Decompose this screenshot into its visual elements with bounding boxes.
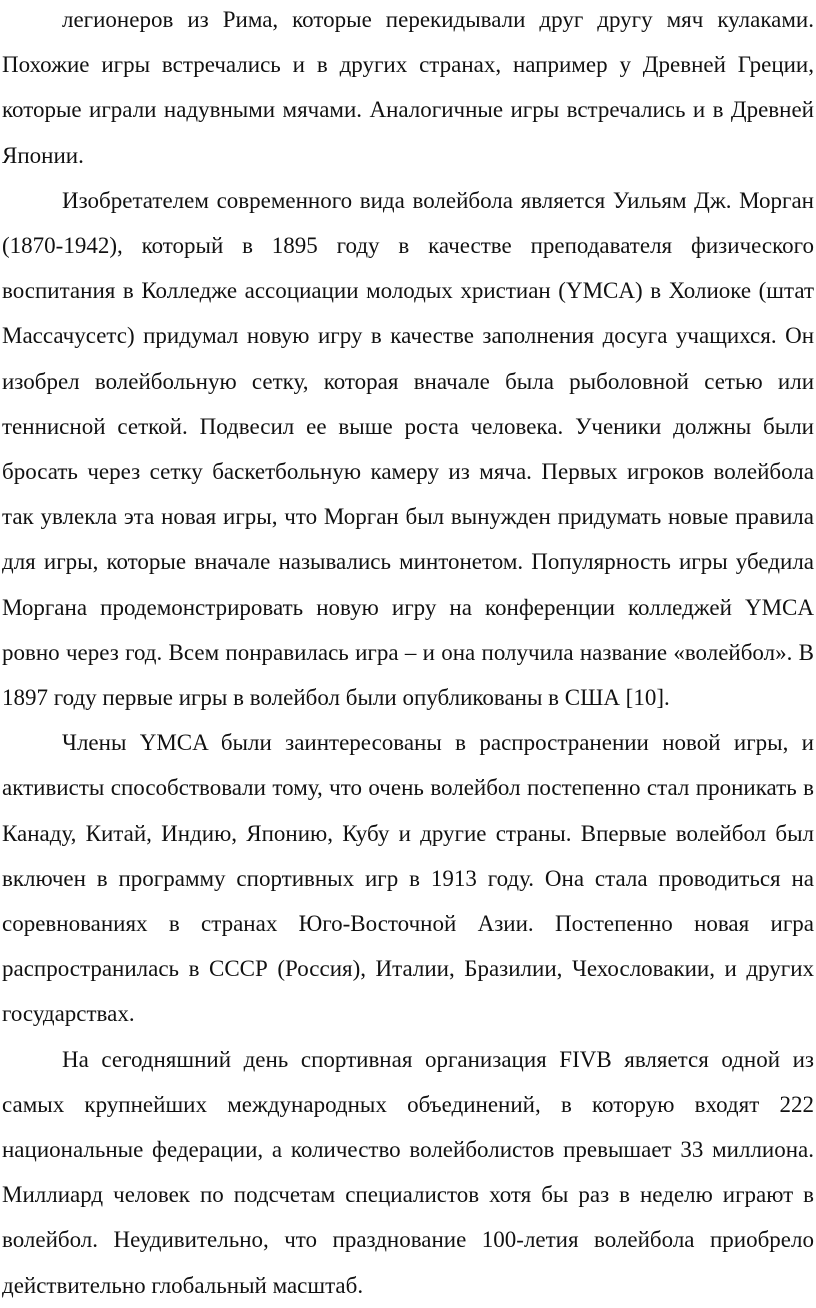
paragraph-romans: легионеров из Рима, которые перекидывали друг другу мяч кулаками. Похожие игры встречались и в других странах, например у Древней Греции, которые играли надувными мячами. Аналогичные игры встречались и в Древней Японии. <box>2 7 814 168</box>
paragraph-fivb: На сегодняшний день спортивная организация FIVB является одной из самых крупнейших международных объединений, в которую входят 222 национальные федерации, а количество волейболистов превышает 33 миллиона. Миллиард человек по подсчетам специалистов хотя бы раз в неделю играют в волейбол. Неудивительно, что празднование 100-летия волейбола приобрело действительно глобальный масштаб. <box>2 1046 814 1298</box>
paragraph-morgan: Изобретателем современного вида волейбола является Уильям Дж. Морган (1870-1942), который в 1895 году в качестве преподавателя физического воспитания в Колледже ассоциации молодых христиан (YMCA) в Холиоке (штат Массачусетс) придумал новую игру в качестве заполнения досуга учащихся. Он изобрел волейбольную сетку, которая вначале была рыболовной сетью или теннисной сеткой. Подвесил ее выше роста человека. Ученики должны были бросать через сетку баскетбольную камеру из мяча. Первых игроков волейбола так увлекла эта новая игры, что Морган был вынужден придумать новые правила для игры, которые вначале назывались минтонетом. Популярность игры убедила Моргана продемонстрировать новую игру на конференции колледжей YMCA ровно через год. Всем понравилась игра – и она получила название «волейбол». В 1897 году первые игры в волейбол были опубликованы в США [10]. <box>2 187 814 711</box>
paragraph-ymca-spread: Члены YMCA были заинтересованы в распространении новой игры, и активисты способствовали тому, что очень волейбол постепенно стал проникать в Канаду, Китай, Индию, Японию, Кубу и другие страны. Впервые волейбол был включен в программу спортивных игр в 1913 году. Она стала проводиться на соревнованиях в странах Юго-Восточной Азии. Постепенно новая игра распространилась в СССР (Россия), Италии, Бразилии, Чехословакии, и других государствах. <box>2 730 814 1027</box>
